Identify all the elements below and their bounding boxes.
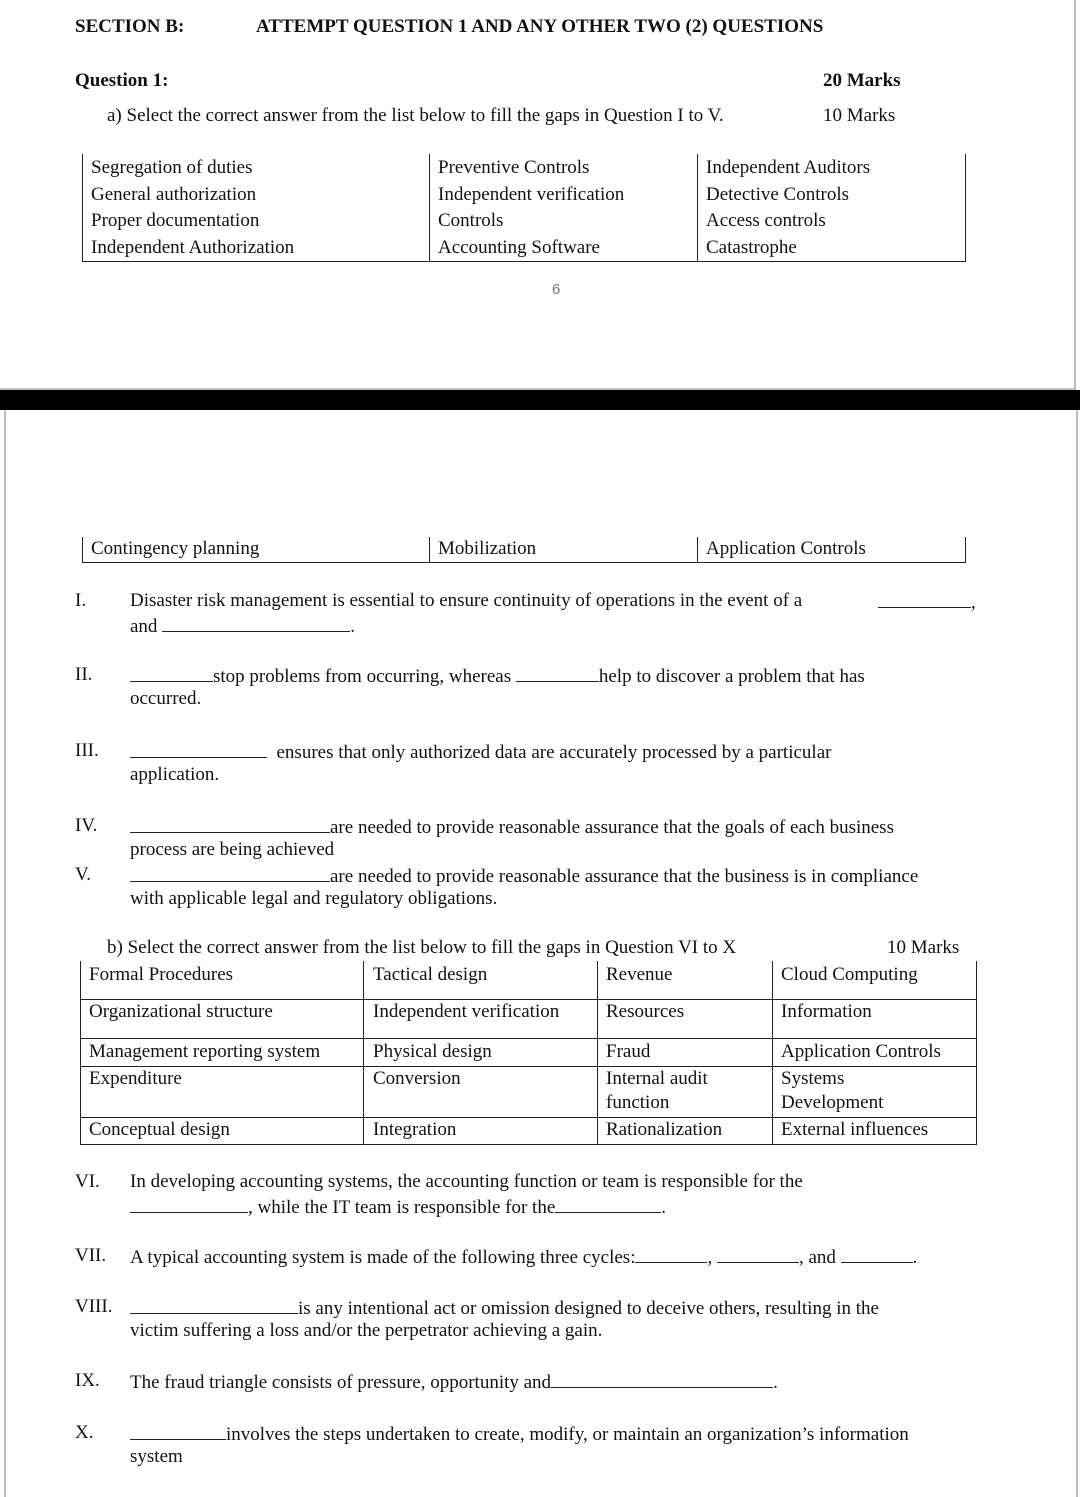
table-cell: Conceptual design	[89, 1119, 230, 1140]
item-number: III.	[75, 740, 99, 761]
table-cell: Integration	[373, 1119, 457, 1140]
item-text: victim suffering a loss and/or the perpetrator achieving a gain.	[130, 1320, 603, 1341]
part-b-marks: 10 Marks	[887, 937, 960, 958]
list-item: General authorization	[91, 184, 257, 205]
item-text: is any intentional act or omission designed to deceive others, resulting in the	[298, 1298, 879, 1319]
answer-blank[interactable]	[130, 815, 330, 833]
table-cell: Fraud	[606, 1041, 651, 1062]
answer-blank[interactable]	[130, 1296, 298, 1314]
answer-blank[interactable]	[878, 590, 971, 608]
table-cell: Independent verification	[373, 1001, 560, 1022]
table-cell: Resources	[606, 1001, 685, 1022]
item-text: Disaster risk management is essential to ensure continuity of operations in the event of a	[130, 590, 803, 611]
list-item: Controls	[438, 210, 504, 231]
answer-blank[interactable]	[555, 1195, 661, 1213]
answer-blank[interactable]	[551, 1370, 773, 1388]
table-cell: Organizational structure	[89, 1001, 273, 1022]
table-cell: Expenditure	[89, 1068, 182, 1089]
item-text: stop problems from occurring, whereas	[213, 666, 512, 687]
list-item: Accounting Software	[438, 237, 600, 258]
answer-blank[interactable]	[162, 614, 350, 632]
table-cell: Tactical design	[373, 964, 488, 985]
item-text: , and	[798, 1247, 836, 1268]
item-number: VIII.	[75, 1296, 113, 1317]
item-text: , while the IT team is responsible for the	[248, 1197, 556, 1218]
table-cell: Internal audit function	[606, 1068, 708, 1113]
list-item: Contingency planning	[91, 538, 260, 559]
item-number: VII.	[75, 1245, 107, 1266]
list-item: Detective Controls	[706, 184, 849, 205]
table-cell: Physical design	[373, 1041, 492, 1062]
table-cell: Systems Development	[781, 1068, 884, 1113]
table-cell: Rationalization	[606, 1119, 723, 1140]
table-cell: Application Controls	[781, 1041, 941, 1062]
item-text: .	[661, 1197, 667, 1218]
item-number: IX.	[75, 1370, 100, 1391]
table-cell: Revenue	[606, 964, 673, 985]
table-cell: Conversion	[373, 1068, 461, 1089]
item-text: ensures that only authorized data are accurately processed by a particular	[276, 742, 832, 763]
item-text: ,	[971, 592, 976, 613]
item-number: X.	[75, 1422, 94, 1443]
item-text: with applicable legal and regulatory obligations.	[130, 888, 498, 909]
table-cell: External influences	[781, 1119, 929, 1140]
table-cell: Cloud Computing	[781, 964, 918, 985]
item-text: The fraud triangle consists of pressure, opportunity and	[130, 1372, 552, 1393]
item-number: V.	[75, 864, 92, 885]
list-item: Mobilization	[438, 538, 537, 559]
question-marks: 20 Marks	[823, 70, 901, 91]
item-text: are needed to provide reasonable assurance that the business is in compliance	[330, 866, 919, 887]
answer-blank[interactable]	[516, 664, 599, 682]
item-text: are needed to provide reasonable assurance that the goals of each business	[330, 817, 894, 838]
item-text: .	[773, 1372, 778, 1393]
item-text: help to discover a problem that has	[598, 666, 865, 687]
answer-blank[interactable]	[130, 740, 267, 758]
item-number: I.	[75, 590, 87, 611]
item-text: ,	[707, 1247, 713, 1268]
list-item: Segregation of duties	[91, 157, 253, 178]
item-number: VI.	[75, 1171, 100, 1192]
list-item: Independent verification	[438, 184, 625, 205]
table-cell: Formal Procedures	[89, 964, 234, 985]
item-text: involves the steps undertaken to create, modify, or maintain an organization’s information	[226, 1424, 909, 1445]
section-label: SECTION B:	[75, 16, 185, 37]
item-number: II.	[75, 664, 93, 685]
item-text: occurred.	[130, 688, 202, 709]
page-number: 6	[552, 281, 561, 298]
item-text: and	[130, 616, 158, 637]
part-a-marks: 10 Marks	[823, 105, 896, 126]
item-text: A typical accounting system is made of the following three cycles:	[130, 1247, 636, 1268]
list-item: Independent Auditors	[706, 157, 871, 178]
list-item: Catastrophe	[706, 237, 797, 258]
item-text: .	[350, 616, 355, 637]
table-cell: Information	[781, 1001, 872, 1022]
answer-blank[interactable]	[130, 864, 330, 882]
list-item: Independent Authorization	[91, 237, 295, 258]
list-item: Proper documentation	[91, 210, 260, 231]
part-b-prompt: b) Select the correct answer from the list below to fill the gaps in Question VI to X	[107, 937, 737, 958]
page-separator	[0, 390, 1080, 410]
answer-blank[interactable]	[130, 664, 213, 682]
question-title: Question 1:	[75, 70, 169, 91]
answer-blank[interactable]	[130, 1422, 226, 1440]
part-a-prompt: a) Select the correct answer from the list below to fill the gaps in Question I to V.	[107, 105, 724, 126]
item-text: .	[912, 1247, 918, 1268]
answer-blank[interactable]	[717, 1245, 799, 1263]
answer-blank[interactable]	[841, 1245, 913, 1263]
table-cell: Management reporting system	[89, 1041, 321, 1062]
answer-blank[interactable]	[130, 1195, 248, 1213]
item-text: In developing accounting systems, the accounting function or team is responsible for the	[130, 1171, 803, 1192]
item-text: application.	[130, 764, 220, 785]
list-item: Preventive Controls	[438, 157, 590, 178]
answer-blank[interactable]	[635, 1245, 707, 1263]
item-text: process are being achieved	[130, 839, 335, 860]
list-item: Access controls	[706, 210, 826, 231]
list-item: Application Controls	[706, 538, 866, 559]
item-number: IV.	[75, 815, 98, 836]
section-instruction: ATTEMPT QUESTION 1 AND ANY OTHER TWO (2) QUESTIONS	[256, 16, 824, 37]
item-text: system	[130, 1446, 183, 1467]
